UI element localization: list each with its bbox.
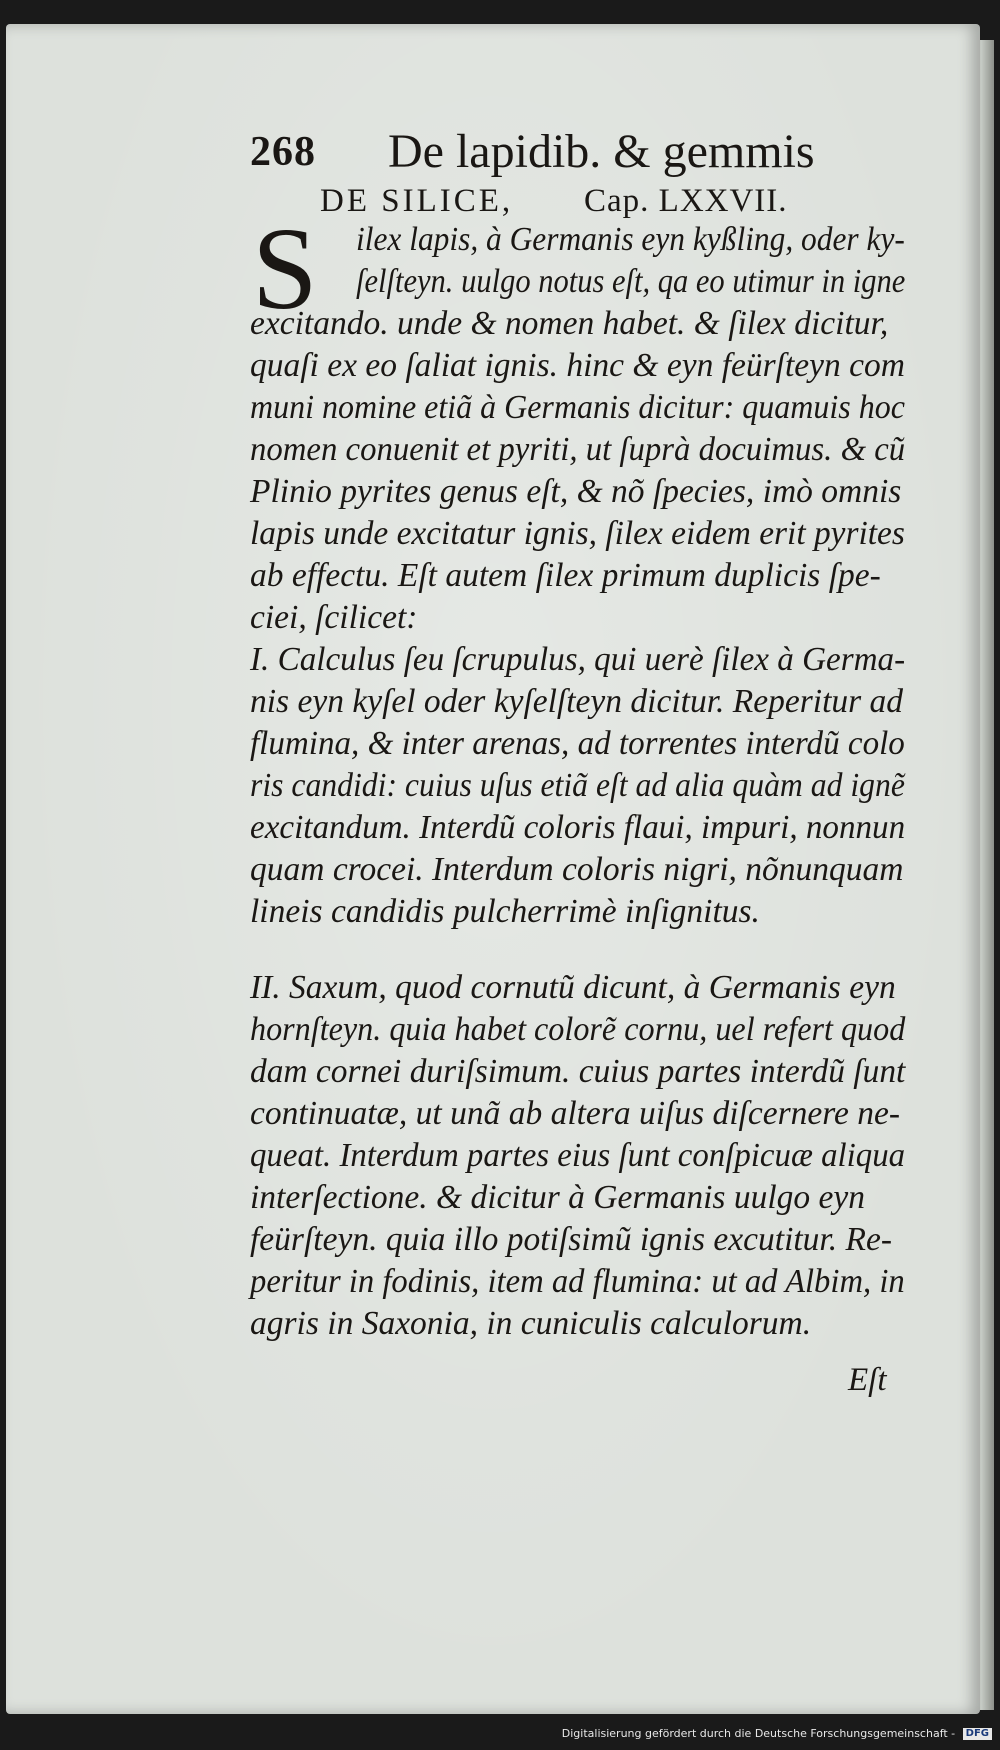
chapter-title: DE SILICE,: [320, 183, 514, 219]
text-line: hornſteyn. quia habet colorẽ cornu, uel refert quod: [250, 1011, 906, 1048]
text-line: dam cornei duriſsimum. cuius partes interdũ ſunt: [250, 1053, 906, 1090]
text-line: excitandum. Interdũ coloris flaui, impuri, nonnun: [250, 809, 906, 846]
text-line: flumina, & inter arenas, ad torrentes interdũ colo: [250, 725, 905, 762]
text-line: nomen conuenit et pyriti, ut ſuprà docuimus. & cũ: [250, 431, 906, 468]
text-line: ſelſteyn. uulgo notus eſt, qa eo utimur in igne: [356, 263, 906, 300]
text-line: feürſteyn. quia illo potiſsimũ ignis excutitur. Re-: [250, 1221, 892, 1258]
text-line: I. Calculus ſeu ſcrupulus, qui uerè ſilex à Germa-: [250, 641, 906, 678]
chapter-number: Cap. LXXVII.: [584, 183, 788, 219]
text-line: quam crocei. Interdum coloris nigri, nõnunquam: [250, 851, 904, 888]
text-line: II. Saxum, quod cornutũ dicunt, à Germanis eyn: [250, 969, 896, 1006]
text-line: ab effectu. Eſt autem ſilex primum duplicis ſpe-: [250, 557, 881, 594]
digitization-credit: [562, 1727, 992, 1740]
dfg-logo: DFG: [963, 1728, 992, 1740]
text-line: nis eyn kyſel oder kyſelſteyn dicitur. Reperitur ad: [250, 683, 904, 720]
page-number: 268: [250, 129, 316, 175]
catchword: Eſt: [848, 1362, 887, 1398]
initial-letter: S: [252, 203, 318, 334]
text-line: continuatæ, ut unã ab altera uiſus diſcernere ne-: [250, 1095, 901, 1132]
text-line: ciei, ſcilicet:: [250, 599, 418, 636]
running-head: De lapidib. & gemmis: [388, 125, 815, 178]
text-line: lineis candidis pulcherrimè inſignitus.: [250, 893, 760, 930]
text-line: agris in Saxonia, in cuniculis calculorum.: [250, 1305, 812, 1342]
text-line: lapis unde excitatur ignis, ſilex eidem erit pyrites: [250, 515, 905, 552]
text-line: ilex lapis, à Germanis eyn kyßling, oder ky-: [356, 221, 905, 258]
text-line: queat. Interdum partes eius ſunt conſpicuæ aliqua: [250, 1137, 906, 1174]
credit-text: Digitalisierung gefördert durch die Deutsche Forschungsgemeinschaft -: [561, 1727, 956, 1740]
text-line: interſectione. & dicitur à Germanis uulgo eyn: [250, 1179, 865, 1216]
text-line: Plinio pyrites genus eſt, & nõ ſpecies, imò omnis: [250, 473, 902, 510]
text-line: quaſi ex eo ſaliat ignis. hinc & eyn feürſteyn com: [250, 347, 905, 384]
text-line: excitando. unde & nomen habet. & ſilex dicitur,: [250, 305, 889, 342]
text-line: peritur in fodinis, item ad flumina: ut ad Albim, in: [250, 1263, 905, 1300]
text-line: ris candidi: cuius uſus etiã eſt ad alia quàm ad ignẽ: [250, 767, 905, 804]
text-line: muni nomine etiã à Germanis dicitur: quamuis hoc: [250, 389, 905, 426]
